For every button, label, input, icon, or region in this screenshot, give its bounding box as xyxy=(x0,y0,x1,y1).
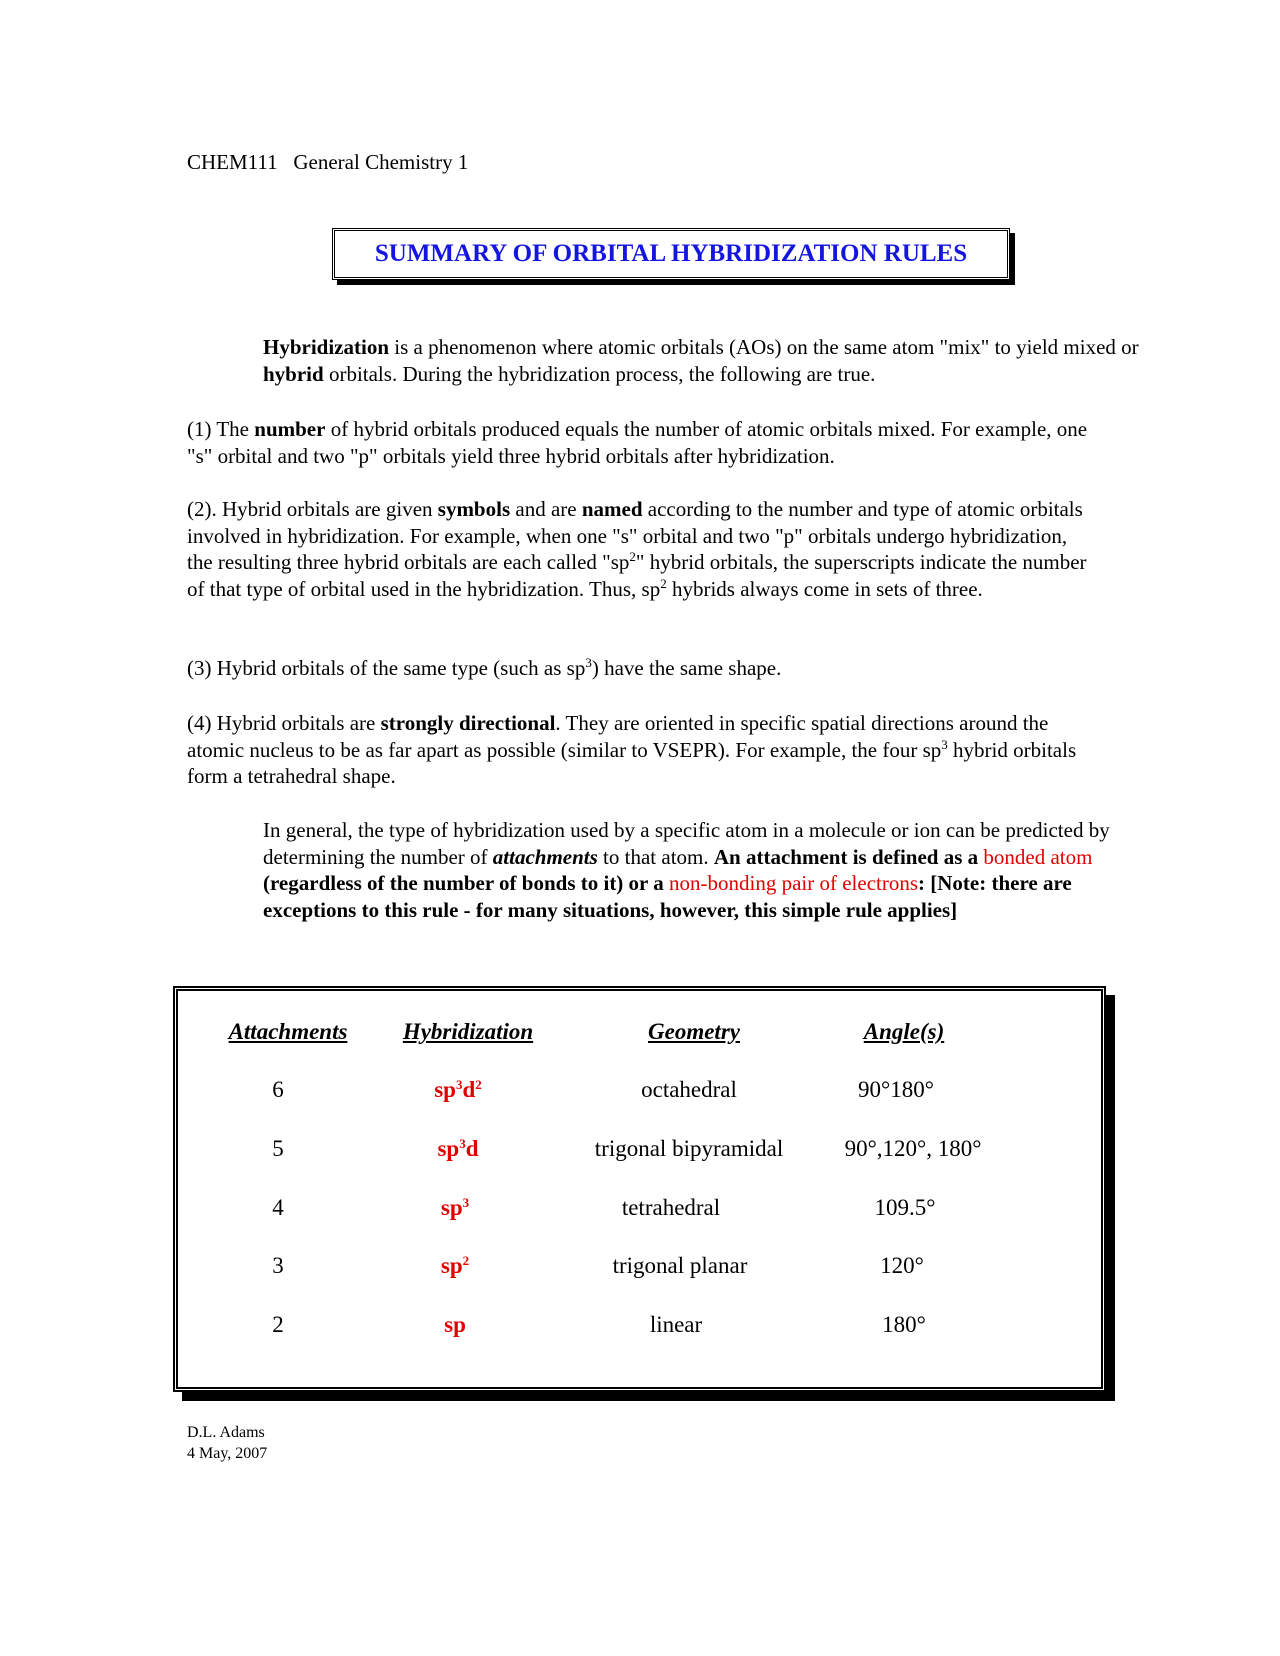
rule-2-sup-1: 2 xyxy=(629,549,636,564)
rule-1-paragraph xyxy=(187,416,1092,469)
general-text-1: In general, the type of hybridization used by a specific atom in a molecule or ion can be predicted by determining the number of xyxy=(263,818,1110,869)
hyb-sup: 2 xyxy=(462,1253,470,1268)
term-strongly-directional: strongly directional xyxy=(380,711,556,735)
rule-4-paragraph xyxy=(187,710,1092,790)
term-symbols: symbols xyxy=(437,497,511,521)
term-hybrid: hybrid xyxy=(263,361,324,386)
general-paragraph xyxy=(187,817,1168,923)
angles-cell: 109.5° xyxy=(874,1195,936,1220)
header-angles: Angle(s) xyxy=(863,1019,945,1044)
hybridization-table xyxy=(173,986,1106,1392)
rule-3-text-2: ) have the same shape. xyxy=(591,656,782,680)
rule-2-text-1: according to the number and type of atomic orbitals involved in hybridization. For example, when one "s" orbital and two "p" orbitals undergo hybridization, the resulting three hybrid orbitals are each called "sp xyxy=(187,497,1083,574)
hyb-mid: d xyxy=(462,1077,476,1102)
header-hybridization: Hybridization xyxy=(402,1019,534,1044)
page-title: SUMMARY OF ORBITAL HYBRIDIZATION RULES xyxy=(374,240,968,267)
attachments-cell: 4 xyxy=(272,1195,284,1220)
rule-3-text-1: (3) Hybrid orbitals of the same type (such as sp xyxy=(187,656,586,680)
angles-cell: 180° xyxy=(882,1312,926,1337)
attachments-cell: 2 xyxy=(272,1312,284,1337)
angles-cell: 90°180° xyxy=(858,1077,934,1102)
rule-4-sup: 3 xyxy=(941,736,948,752)
geometry-cell: tetrahedral xyxy=(621,1195,721,1220)
hybridization-cell xyxy=(437,1136,478,1162)
definition-middle: (regardless of the number of bonds to it) or a xyxy=(263,871,669,895)
angles-cell: 120° xyxy=(880,1253,924,1278)
hyb-base: sp xyxy=(444,1312,466,1337)
hyb-base: sp xyxy=(437,1136,460,1161)
term-number: number xyxy=(254,417,326,441)
rule-1-text: of hybrid orbitals produced equals the number of atomic orbitals mixed. For example, one "s" orbital and two "p" orbitals yield three hybrid orbitals after hybridization. xyxy=(187,417,1088,468)
hyb-sup: 2 xyxy=(475,1077,482,1092)
term-named: named xyxy=(581,497,643,521)
attachments-cell: 3 xyxy=(272,1253,284,1278)
hyb-base: sp xyxy=(440,1253,463,1278)
exception-note: : [Note: there are exceptions to this rule - for many situations, however, this simple rule applies] xyxy=(263,871,1072,922)
hyb-mid: d xyxy=(465,1136,479,1161)
rule-4-text-1: . They are oriented in specific spatial directions around the atomic nucleus to be as far apart as possible (similar to VSEPR). For example, the four sp xyxy=(187,711,1049,762)
intro-text-2: orbitals. During the hybridization process, the following are true. xyxy=(323,361,876,386)
rule-2-sup-2: 2 xyxy=(660,575,667,591)
general-text-2: to that atom. xyxy=(597,844,714,869)
rule-2-paragraph xyxy=(187,496,1092,602)
rule-2-lead: (2). Hybrid orbitals are given xyxy=(187,497,438,521)
course-code: CHEM111 xyxy=(187,150,278,174)
hybridization-cell xyxy=(444,1312,466,1338)
hyb-sup: 3 xyxy=(455,1077,463,1092)
rule-3-paragraph xyxy=(187,655,1092,682)
bonded-atom-highlight: bonded atom xyxy=(983,844,1093,869)
course-header xyxy=(187,150,468,175)
term-hybridization: Hybridization xyxy=(263,335,390,359)
rule-2-text-2: " hybrid orbitals, the superscripts indicate the number of that type of orbital used in the hybridization. Thus, sp xyxy=(187,550,1087,601)
footer xyxy=(187,1422,267,1464)
hybridization-cell xyxy=(434,1077,482,1103)
rule-4-text-2: hybrid orbitals form a tetrahedral shape. xyxy=(187,737,1077,788)
title-box xyxy=(332,228,1010,280)
rule-4-lead: (4) Hybrid orbitals are xyxy=(187,711,381,735)
angles-cell: 90°,120°, 180° xyxy=(844,1136,982,1161)
hyb-base: sp xyxy=(440,1195,463,1220)
intro-text-1: is a phenomenon where atomic orbitals (AOs) on the same atom "mix" to yield mixed or xyxy=(389,335,1139,359)
geometry-cell: trigonal planar xyxy=(612,1253,748,1278)
nonbonding-pair-highlight: non-bonding pair of electrons xyxy=(669,871,919,895)
date: 4 May, 2007 xyxy=(187,1445,268,1462)
hybridization-cell xyxy=(441,1253,469,1279)
hyb-base: sp xyxy=(434,1077,456,1102)
rule-2-mid: and are xyxy=(510,497,582,521)
attachments-cell: 5 xyxy=(272,1136,284,1161)
intro-paragraph xyxy=(187,334,1168,387)
rule-1-lead: (1) The xyxy=(187,417,255,441)
hybridization-cell xyxy=(441,1195,469,1221)
rule-2-text-3: hybrids always come in sets of three. xyxy=(666,576,983,601)
term-attachments: attachments xyxy=(492,844,598,869)
course-name: General Chemistry 1 xyxy=(293,150,469,174)
attachment-definition: An attachment is defined as a xyxy=(713,844,984,869)
geometry-cell: linear xyxy=(649,1312,703,1337)
author: D.L. Adams xyxy=(187,1424,265,1441)
geometry-cell: octahedral xyxy=(641,1077,737,1102)
attachments-cell: 6 xyxy=(272,1077,284,1102)
hyb-sup: 3 xyxy=(462,1195,470,1210)
header-geometry: Geometry xyxy=(648,1019,740,1044)
geometry-cell: trigonal bipyramidal xyxy=(594,1136,784,1161)
header-attachments: Attachments xyxy=(228,1019,348,1044)
hyb-sup: 3 xyxy=(459,1136,466,1151)
rule-3-sup: 3 xyxy=(585,655,592,670)
